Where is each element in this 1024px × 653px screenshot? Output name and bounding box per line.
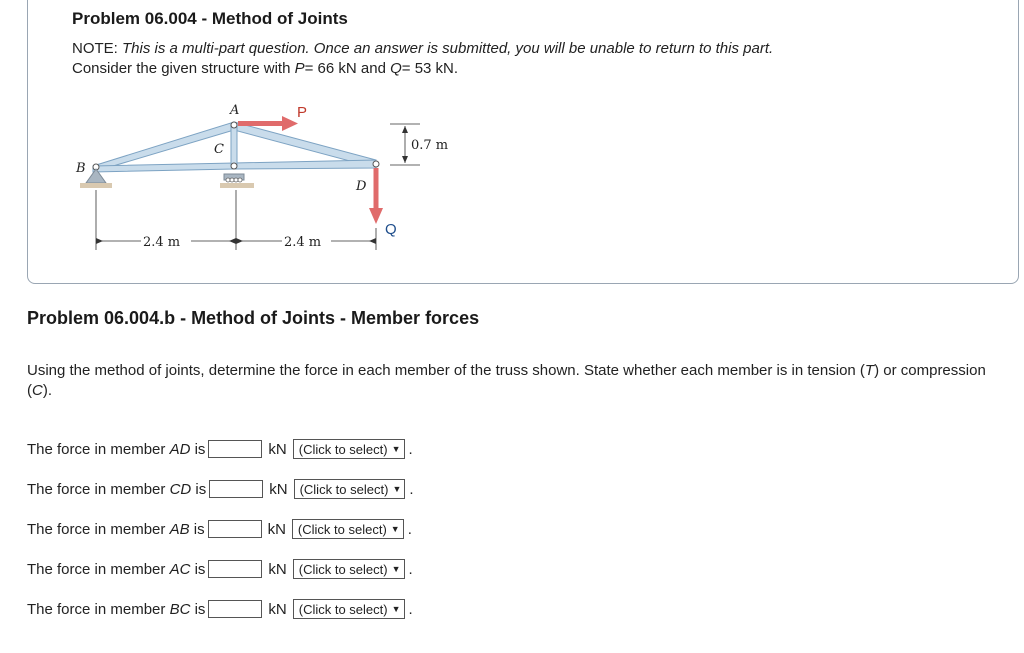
note-prefix: NOTE: [72, 40, 123, 57]
period: . [408, 600, 413, 618]
select-value: (Click to select) [297, 521, 387, 537]
tension-compression-select-ad[interactable] [293, 439, 405, 459]
question-row-ac [27, 558, 413, 580]
period: . [409, 480, 414, 498]
joint-a [231, 122, 237, 128]
tension-compression-select-ac[interactable] [293, 559, 405, 579]
unit-label: kN [268, 600, 287, 618]
question-label [27, 441, 205, 458]
truss-figure [60, 95, 449, 255]
section-title: Problem 06.004.b - Method of Joints - Member forces [27, 308, 480, 328]
force-input-bc[interactable] [208, 600, 262, 618]
member-name: AD [169, 440, 191, 458]
q-symbol: Q [390, 60, 402, 77]
question-prefix: The force in member [27, 440, 170, 458]
member-name: AC [169, 560, 191, 578]
question-label [27, 481, 206, 498]
tension-compression-select-bc[interactable] [293, 599, 405, 619]
label-d: D [356, 179, 367, 194]
force-input-ac[interactable] [208, 560, 262, 578]
unit-label: kN [268, 440, 287, 458]
label-dim-left: 2.4 m [143, 235, 181, 250]
question-label [27, 521, 205, 538]
period: . [407, 520, 412, 538]
joint-c [231, 163, 237, 169]
question-suffix: is [190, 600, 206, 618]
chevron-down-icon: ▼ [390, 524, 400, 534]
member-name: AB [169, 520, 190, 538]
question-prefix: The force in member [27, 520, 170, 538]
question-suffix: is [189, 520, 205, 538]
roller-support-c [220, 174, 254, 188]
unit-label: kN [267, 520, 286, 538]
select-value: (Click to select) [298, 441, 388, 457]
question-label [27, 601, 205, 618]
label-p: P [297, 104, 308, 121]
instructions-part-2: ) or compression ( [27, 362, 986, 399]
consider-prefix: Consider the given structure with [72, 60, 295, 77]
member-name: BC [169, 600, 191, 618]
compression-symbol: C [32, 382, 43, 399]
instructions [27, 361, 1002, 401]
period: . [408, 440, 413, 458]
label-q: Q [385, 221, 397, 238]
force-input-ab[interactable] [208, 520, 262, 538]
question-row-cd [27, 478, 414, 500]
member-name: CD [169, 480, 192, 498]
select-value: (Click to select) [299, 481, 389, 497]
unit-label: kN [268, 560, 287, 578]
label-b: B [76, 161, 86, 176]
chevron-down-icon: ▼ [391, 604, 401, 614]
period: . [408, 560, 413, 578]
note-body: This is a multi-part question. Once an answer is submitted, you will be unable to return to this part. [122, 40, 774, 57]
question-suffix: is [190, 560, 206, 578]
chevron-down-icon: ▼ [391, 444, 401, 454]
question-prefix: The force in member [27, 600, 170, 618]
dimension-lines [96, 124, 420, 250]
label-c: C [214, 142, 224, 157]
question-prefix: The force in member [27, 480, 170, 498]
question-row-bc [27, 598, 413, 620]
question-row-ab [27, 518, 412, 540]
member-cd [234, 160, 376, 169]
select-value: (Click to select) [298, 601, 388, 617]
given-values-text [72, 60, 458, 77]
tension-compression-select-ab[interactable] [292, 519, 404, 539]
label-dim-height: 0.7 m [411, 138, 449, 153]
label-dim-right: 2.4 m [284, 235, 322, 250]
instructions-part-1: Using the method of joints, determine the force in each member of the truss shown. State whether each member is in tension ( [27, 362, 865, 379]
force-input-cd[interactable] [209, 480, 263, 498]
note-text [72, 40, 773, 57]
q-value: = 53 kN. [401, 60, 459, 77]
question-label [27, 561, 205, 578]
instructions-part-3: ). [42, 382, 53, 399]
question-row-ad [27, 438, 413, 460]
label-a: A [230, 103, 240, 118]
question-prefix: The force in member [27, 560, 170, 578]
tension-symbol: T [864, 362, 875, 379]
problem-title: Problem 06.004 - Method of Joints [72, 9, 348, 28]
chevron-down-icon: ▼ [391, 564, 401, 574]
question-suffix: is [190, 440, 206, 458]
select-value: (Click to select) [298, 561, 388, 577]
unit-label: kN [269, 480, 288, 498]
tension-compression-select-cd[interactable] [294, 479, 406, 499]
load-q-arrow [369, 168, 383, 224]
chevron-down-icon: ▼ [392, 484, 402, 494]
question-suffix: is [191, 480, 207, 498]
p-value: = 66 kN and [304, 60, 391, 77]
p-symbol: P [294, 60, 305, 77]
joint-d [373, 161, 379, 167]
member-ac [231, 124, 237, 166]
force-input-ad[interactable] [208, 440, 262, 458]
